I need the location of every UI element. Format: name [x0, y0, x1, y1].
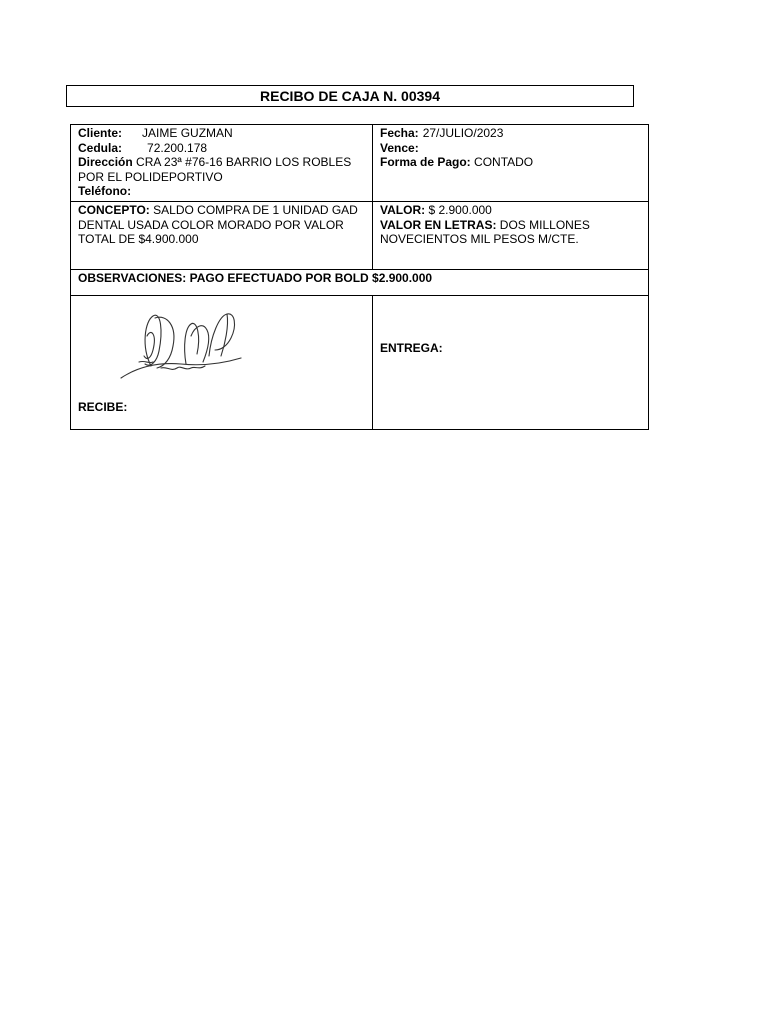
entrega-cell — [373, 296, 649, 430]
receipt-title: RECIBO DE CAJA N. 00394 — [66, 85, 634, 107]
valor-letras-label: VALOR EN LETRAS: — [380, 217, 497, 232]
client-info-cell — [71, 125, 373, 202]
valor-letras-value: DOS MILLONES NOVECIENTOS MIL PESOS M/CTE. — [380, 217, 590, 246]
concept-row — [71, 202, 649, 270]
cliente-value: JAIME GUZMAN — [142, 126, 233, 140]
cliente-label: Cliente: — [78, 126, 123, 140]
forma-pago-value: CONTADO — [474, 155, 534, 169]
fecha-value: 27/JULIO/2023 — [422, 126, 504, 140]
signature-icon — [111, 306, 261, 386]
entrega-label: ENTREGA: — [380, 341, 443, 355]
valor-label: VALOR: — [380, 203, 426, 217]
concepto-cell — [71, 202, 373, 270]
signature-row — [71, 296, 649, 430]
date-info-cell — [373, 125, 649, 202]
direccion-value: CRA 23ª #76-16 BARRIO LOS ROBLES POR EL POLIDEPORTIVO — [78, 155, 352, 184]
fecha-label: Fecha: — [380, 126, 419, 140]
vence-label: Vence: — [380, 140, 419, 155]
cedula-label: Cedula: — [78, 140, 123, 155]
direccion-label: Dirección — [78, 155, 133, 169]
recibe-cell — [71, 296, 373, 430]
client-row — [71, 125, 649, 202]
observaciones-row — [71, 270, 649, 296]
cedula-value: 72.200.178 — [147, 140, 208, 155]
observaciones-cell: OBSERVACIONES: PAGO EFECTUADO POR BOLD $2.900.000 — [71, 270, 649, 296]
forma-pago-label: Forma de Pago: — [380, 155, 471, 169]
valor-value: $ 2.900.000 — [428, 203, 492, 217]
telefono-label: Teléfono: — [78, 184, 132, 198]
recibe-label: RECIBE: — [78, 400, 128, 414]
receipt-table — [70, 124, 649, 430]
valor-cell — [373, 202, 649, 270]
concepto-value: SALDO COMPRA DE 1 UNIDAD GAD DENTAL USADA COLOR MORADO POR VALOR TOTAL DE $4.900.000 — [78, 203, 358, 246]
concepto-label: CONCEPTO: — [78, 203, 150, 217]
